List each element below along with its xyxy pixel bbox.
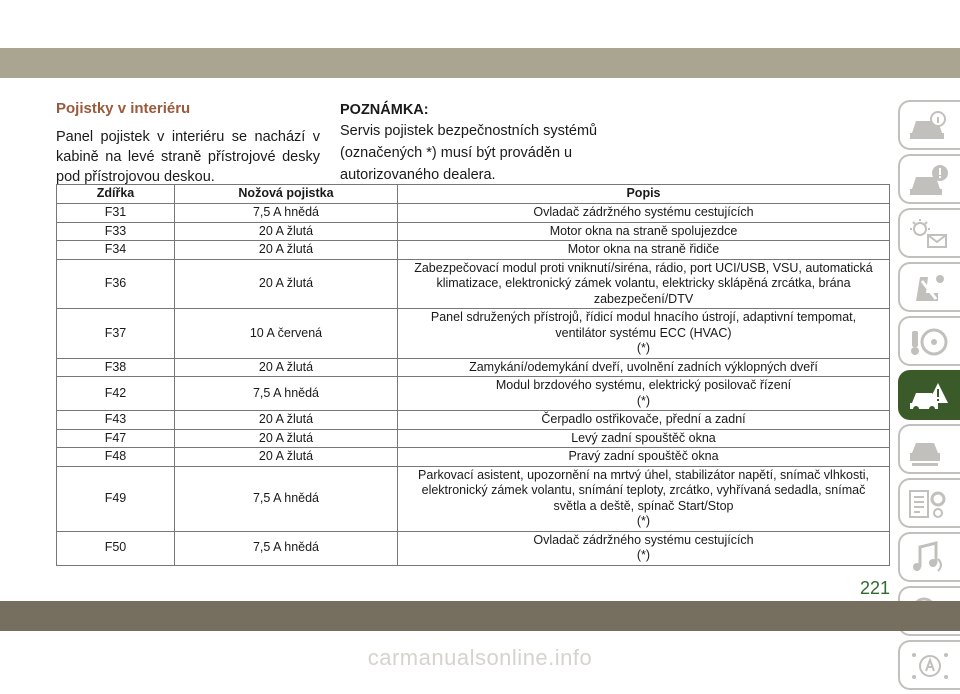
watermark: carmanualsonline.info <box>367 645 593 670</box>
page-number: 221 <box>859 578 890 598</box>
description-text: Panel sdružených přístrojů, řídicí modul hnacího ústrojí, adaptivní tempomat, ventilátor systému ECC (HVAC) <box>430 310 857 340</box>
description-text: Motor okna na straně řidiče <box>567 242 720 256</box>
fuse-rating: 20 A žlutá <box>175 241 398 260</box>
description-text: Modul brzdového systému, elektrický posilovač řízení <box>495 378 792 392</box>
fuse-slot: F36 <box>57 259 175 309</box>
fuse-slot: F47 <box>57 429 175 448</box>
fuse-rating: 7,5 A hnědá <box>175 377 398 411</box>
fuse-slot: F38 <box>57 358 175 377</box>
fuse-description <box>398 466 890 531</box>
fuse-description <box>398 309 890 359</box>
intro-column <box>56 100 320 187</box>
header-band <box>0 48 960 78</box>
fuse-slot: F31 <box>57 204 175 223</box>
fuse-slot: F49 <box>57 466 175 531</box>
note-text: Servis pojistek bezpečnostních systémů (označených *) musí být prováděn u autorizovaného dealera. <box>340 123 598 183</box>
fuse-rating: 7,5 A hnědá <box>175 466 398 531</box>
table-header-row <box>57 185 890 204</box>
car-service-icon <box>908 433 950 467</box>
specs-gears-icon <box>908 487 950 521</box>
fuse-rating: 7,5 A hnědá <box>175 204 398 223</box>
description-note: (*) <box>636 341 651 355</box>
tab-emergency[interactable] <box>898 370 960 420</box>
header-description: Popis <box>398 185 890 204</box>
warning-car-icon <box>908 163 950 197</box>
table-row <box>57 531 890 565</box>
description-text: Motor okna na straně spolujezdce <box>549 223 738 238</box>
fuse-slot: F34 <box>57 241 175 260</box>
fuse-description <box>398 241 890 260</box>
description-note: (*) <box>636 514 651 528</box>
fuse-description <box>398 377 890 411</box>
description-text: Ovladač zádržného systému cestujících <box>533 205 754 219</box>
table-row <box>57 358 890 377</box>
fuse-description <box>398 531 890 565</box>
description-text: Zabezpečovací modul proti vniknutí/siréna, rádio, port UCI/USB, VSU, automatická klimatizace, elektronický zámek volantu, elektricky sklápěná zrcátka, brána zabezpečení/DTV <box>414 260 873 306</box>
tab-specifications[interactable] <box>898 478 960 528</box>
table-row <box>57 429 890 448</box>
table-row <box>57 241 890 260</box>
description-text: Čerpadlo ostřikovače, přední a zadní <box>541 412 746 426</box>
fuse-rating: 10 A červená <box>175 309 398 359</box>
fuse-table <box>56 184 890 566</box>
fuse-rating: 20 A žlutá <box>175 448 398 467</box>
note-title: POZNÁMKA: <box>340 102 429 118</box>
tab-lights[interactable] <box>898 208 960 258</box>
header-slot: Zdířka <box>57 185 175 204</box>
description-note: (*) <box>636 548 651 562</box>
tab-multimedia[interactable] <box>898 532 960 582</box>
table-row <box>57 411 890 430</box>
fuse-slot: F37 <box>57 309 175 359</box>
note-column <box>340 100 606 186</box>
tab-car-info[interactable] <box>898 100 960 150</box>
fuse-rating: 7,5 A hnědá <box>175 531 398 565</box>
fuse-slot: F48 <box>57 448 175 467</box>
table-row <box>57 222 890 241</box>
intro-paragraph: Panel pojistek v interiéru se nachází v kabině na levé straně přístrojové desky pod přístrojovou deskou. <box>56 129 320 185</box>
lights-message-icon <box>908 217 950 251</box>
fuse-description <box>398 411 890 430</box>
multimedia-icon <box>908 541 950 575</box>
fuse-description <box>398 358 890 377</box>
section-title: Pojistky v interiéru <box>56 100 191 117</box>
tab-safety[interactable] <box>898 262 960 312</box>
footer-band <box>0 601 960 631</box>
fuse-slot: F43 <box>57 411 175 430</box>
seat-safety-icon <box>908 271 950 305</box>
description-text: Pravý zadní spouštěč okna <box>568 449 719 463</box>
car-info-icon <box>908 109 950 143</box>
description-text: Zamykání/odemykání dveří, uvolnění zadních výklopných dveří <box>469 359 818 374</box>
table-row <box>57 259 890 309</box>
fuse-rating: 20 A žlutá <box>175 411 398 430</box>
table-row <box>57 204 890 223</box>
fuse-slot: F33 <box>57 222 175 241</box>
fuse-description <box>398 448 890 467</box>
fuse-rating: 20 A žlutá <box>175 358 398 377</box>
tab-service[interactable] <box>898 424 960 474</box>
table-row <box>57 377 890 411</box>
emergency-car-icon <box>908 379 950 413</box>
description-text: Levý zadní spouštěč okna <box>571 430 716 445</box>
table-row <box>57 309 890 359</box>
header-fuse: Nožová pojistka <box>175 185 398 204</box>
tab-driving[interactable] <box>898 316 960 366</box>
steering-wheel-icon <box>908 325 950 359</box>
fuse-description <box>398 259 890 309</box>
fuse-rating: 20 A žlutá <box>175 429 398 448</box>
fuse-description <box>398 429 890 448</box>
description-text: Ovladač zádržného systému cestujících <box>533 532 754 547</box>
description-note: (*) <box>636 393 651 408</box>
fuse-rating: 20 A žlutá <box>175 259 398 309</box>
fuse-description <box>398 204 890 223</box>
tab-warnings[interactable] <box>898 154 960 204</box>
description-text: Parkovací asistent, upozornění na mrtvý úhel, stabilizátor napětí, snímač vlhkosti, elektronický zámek volantu, snímání teploty, zrcátko, vyhřívaná sedadla, snímač světla a deště, spínač Start/Stop <box>418 467 869 513</box>
table-row <box>57 448 890 467</box>
fuse-rating: 20 A žlutá <box>175 222 398 241</box>
fuse-description <box>398 222 890 241</box>
fuse-slot: F50 <box>57 531 175 565</box>
table-row <box>57 466 890 531</box>
fuse-slot: F42 <box>57 377 175 411</box>
